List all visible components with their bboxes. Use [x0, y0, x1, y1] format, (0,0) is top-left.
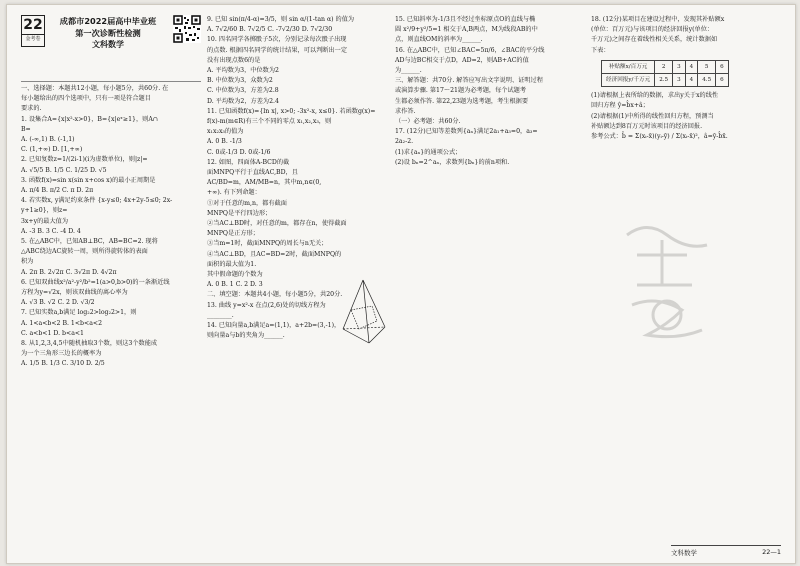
text-line: C. a<b<1 D. b<a<1: [21, 329, 84, 337]
text-line: ③当m=1时，截面MNPQ的周长与n无关；: [207, 240, 328, 248]
text-line: 一、选择题：本题共12小题，每小题5分，共60分. 在: [21, 85, 169, 92]
text-line: 千万元)之间存在着线性相关关系，统计数据如: [591, 36, 718, 44]
table-cell: 2.5: [655, 74, 673, 87]
text-line: 5. 在△ABC中，已知AB⊥BC，AB=BC=2. 现将: [21, 238, 158, 246]
table-cell: 3: [673, 74, 686, 87]
tetrahedron-figure: [339, 277, 389, 347]
text-line: ________.: [207, 311, 234, 319]
column-3: [395, 15, 575, 168]
text-line: 求作答.: [395, 107, 416, 115]
text-line: (2)设 bₙ=2^aₙ，求数列{bₙ}的前n项和.: [395, 158, 510, 166]
exam-subject: 文科数学: [92, 40, 124, 49]
exam-title-line1: 成都市2022届高中毕业班: [59, 16, 157, 26]
text-line: △ABC绕边AC旋转一周，则所得旋转体的表面: [21, 248, 148, 256]
table-row-label: 经济回报y/千万元: [602, 74, 655, 87]
text-line: A. √5/5 B. 1/5 C. 1/25 D. √5: [21, 166, 107, 174]
text-line: A. π/4 B. π/2 C. π D. 2π: [21, 187, 94, 195]
text-line: A. 1<a<b<2 B. 1<b<a<2: [21, 319, 103, 327]
text-line: 二、填空题：本题共4小题，每小题5分，共20分.: [207, 291, 343, 299]
text-line: A. 平均数为3，中位数为2: [207, 67, 279, 75]
text-line: 13. 曲线 y=x²-x 在点(2,6)处的切线方程为: [207, 301, 326, 309]
text-line: A. -3 B. 3 C. -4 D. 4: [21, 227, 81, 235]
text-line: 11. 已知函数f(x)={ln x|, x>0; -3x²-x, x≤0}. 若函数g(x)=: [207, 107, 376, 115]
text-line: 为______.: [395, 67, 422, 75]
text-line: 7. 已知实数a,b满足 log₂2>log₂2>1，则: [21, 309, 137, 317]
text-line: AC/BD=m，AM/MB=n，其中m,n∈(0,: [207, 179, 322, 187]
text-line: ①对于任意的m,n，都有截面: [207, 199, 287, 207]
exam-page: [6, 4, 796, 564]
text-line: 15. 已知斜率为-1/3且不经过坐标原点O的直线与椭: [395, 16, 536, 23]
text-line: 圆 x²/9+y²/5=1 相交于A,B两点，M为线段AB的中: [395, 26, 538, 34]
text-line: 其中假命题的个数为: [207, 271, 263, 279]
text-line: 要求的.: [21, 105, 42, 113]
text-line: A. 7√2/60 B. 7√2/5 C. -7√2/30 D. 7√2/30: [207, 26, 333, 34]
text-line: 17. (12分)已知等差数列{aₙ}满足2a₁+a₃=0，a₃=: [395, 128, 538, 136]
text-line: ②当AC⊥BD时，对任意的m，都存在n，使得截面: [207, 220, 347, 228]
text-line: A. 0 B. 1 C. 2 D. 3: [207, 281, 263, 289]
table-cell: 6: [716, 74, 729, 87]
table-row: [602, 60, 729, 73]
watermark-stamp: [607, 215, 717, 355]
text-line: 3. 函数f(x)=sin x(sin x+cos x)的最小正周期是: [21, 176, 156, 184]
column-4-text: [591, 15, 781, 56]
text-line: 14. 已知向量a,b满足a=(1,1)，a+2b=(3,-1)，: [207, 322, 341, 330]
text-line: MNPQ是正方形；: [207, 230, 259, 238]
text-line: MNPQ是平行四边形；: [207, 209, 272, 217]
text-line: 点，则直线OM的斜率为______.: [395, 36, 483, 44]
text-line: 下表：: [591, 46, 610, 54]
table-cell: 2: [655, 60, 673, 73]
column-1-text: [21, 84, 201, 370]
text-line: 回归方程 ŷ=b̂x+â；: [591, 102, 649, 110]
text-line: (1)求{aₙ}的通项公式；: [395, 148, 462, 156]
text-line: 面MNPQ平行于直线AC,BD，且: [207, 169, 298, 177]
text-line: 3x+y的最大值为: [21, 217, 69, 225]
text-line: 10. 四名同学各掷骰子5次，分别记录每次骰子出现: [207, 36, 347, 44]
table-cell: 3: [673, 60, 686, 73]
text-line: ④当AC⊥BD，且AC=BD=2时，截面MNPQ的: [207, 250, 342, 258]
text-line: (1)请根据上表所给的数据，求出y关于x的线性: [591, 92, 719, 100]
text-line: A. 1/5 B. 1/3 C. 3/10 D. 2/5: [21, 360, 105, 368]
text-line: 9. 已知 sin(π/4-α)=3/5，则 sin α/(1-tan α) 的值为: [207, 16, 355, 23]
text-line: （一）必考题：共60分.: [395, 118, 461, 126]
exam-header: [21, 15, 201, 82]
text-line: AD与边BC相交于点D，AD=2，则AB+AC的值: [395, 56, 529, 64]
text-line: 的点数. 根据四名同学的统计结果，可以判断出一定: [207, 46, 348, 54]
text-line: 没有出现点数6的是: [207, 56, 261, 64]
text-line: B. 中位数为3，众数为2: [207, 77, 273, 85]
text-line: 则向量a与b的夹角为______.: [207, 332, 285, 340]
text-line: 2. 已知复数z=1/(2i-1)(i为虚数单位)，则|z|=: [21, 156, 148, 164]
text-line: +∞). 有下列命题：: [207, 189, 261, 197]
text-line: 或演算步骤. 第17～21题为必考题，每个试题考: [395, 87, 527, 95]
text-line: B=: [21, 125, 31, 133]
column-4: [591, 15, 781, 142]
badge-number: 22: [23, 17, 43, 33]
footer-page-number: 22—1: [762, 548, 781, 556]
badge-label: 金考卷: [22, 34, 44, 43]
text-line: 每小题给出的四个选项中，只有一项是符合题目: [21, 95, 151, 103]
table-cell: 5: [698, 60, 716, 73]
text-line: A. 0 B. -1/3: [207, 138, 242, 146]
text-line: f(x)-m(m∈R)有三个不同的零点 x₁,x₂,x₃，则: [207, 118, 332, 126]
text-line: (单位：百万元)与该项目的经济回报y(单位：: [591, 26, 714, 34]
text-line: 参考公式：b̂ = Σ(xᵢ-x̄)(yᵢ-ȳ) / Σ(xᵢ-x̄)²，â=ȳ-b̂x̄.: [591, 133, 728, 141]
text-line: 2a₂-2.: [395, 138, 414, 146]
text-line: 12. 如图，四面体A-BCD的截: [207, 158, 290, 166]
text-line: 为一个三角形三边长的概率为: [21, 350, 102, 358]
text-line: x₁x₂x₃的值为: [207, 128, 244, 136]
table-row: [602, 74, 729, 87]
text-line: 方程为y=√2x，则该双曲线的离心率为: [21, 289, 128, 297]
text-line: (2)请根据(1)中所得的线性回归方程，预测当: [591, 112, 714, 120]
text-line: 积为: [21, 258, 34, 266]
qr-code-icon: [173, 15, 201, 43]
text-line: D. 平均数为2，方差为2.4: [207, 97, 279, 105]
text-line: 6. 已知双曲线x²/a²-y²/b²=1(a>0,b>0)的一条渐近线: [21, 278, 170, 286]
table-row-label: 补贴额x/百万元: [602, 60, 655, 73]
page-footer: [671, 545, 781, 557]
text-line: 1. 设集合A={x|x²-x>0}，B={x|eˣ≥1}，则A∩: [21, 115, 159, 123]
table-cell: 4: [685, 74, 698, 87]
paper-number-badge: [21, 15, 45, 47]
text-line: 面积的最大值为1.: [207, 260, 257, 268]
text-line: A. 2π B. 2√2π C. 3√2π D. 4√2π: [21, 268, 117, 276]
text-line: 8. 从1,2,3,4,5中随机抽取3个数，则这3个数能成: [21, 340, 158, 348]
text-line: C. 中位数为3，方差为2.8: [207, 87, 279, 95]
text-line: 三、解答题：共70分. 解答应写出文字说明、证明过程: [395, 77, 543, 85]
exam-title-block: [45, 15, 171, 51]
exam-title-line2: 第一次诊断性检测: [75, 28, 141, 38]
table-cell: 4: [685, 60, 698, 73]
footer-subject: 文科数学: [671, 549, 697, 557]
text-line: A. √3 B. √2 C. 2 D. √3/2: [21, 299, 95, 307]
column-3-text: [395, 15, 575, 168]
data-table: [601, 60, 729, 87]
text-line: 补贴额达到8百万元时该项目的经济回报.: [591, 122, 703, 130]
table-cell: 6: [716, 60, 729, 73]
column-1: [21, 15, 201, 370]
column-4-text-continued: [591, 91, 781, 142]
text-line: C. (1,+∞) D. [1,+∞): [21, 146, 83, 154]
text-line: C. 0或-1/3 D. 0或-1/6: [207, 148, 271, 156]
table-cell: 4.5: [698, 74, 716, 87]
text-line: 18. (12分)某项目在建设过程中，发现其补贴额x: [591, 16, 725, 23]
text-line: 4. 若实数x, y满足约束条件 {x-y≤0; 4x+2y-5≤0; 2x-y+1≥0}，则z=: [21, 197, 173, 215]
text-line: A. (-∞,1) B. (-1,1): [21, 136, 75, 144]
text-line: 16. 在△ABC中，已知∠BAC=5π/6，∠BAC的平分线: [395, 46, 545, 54]
text-line: 生都必须作答. 第22,23题为选考题，考生根据要: [395, 97, 529, 105]
